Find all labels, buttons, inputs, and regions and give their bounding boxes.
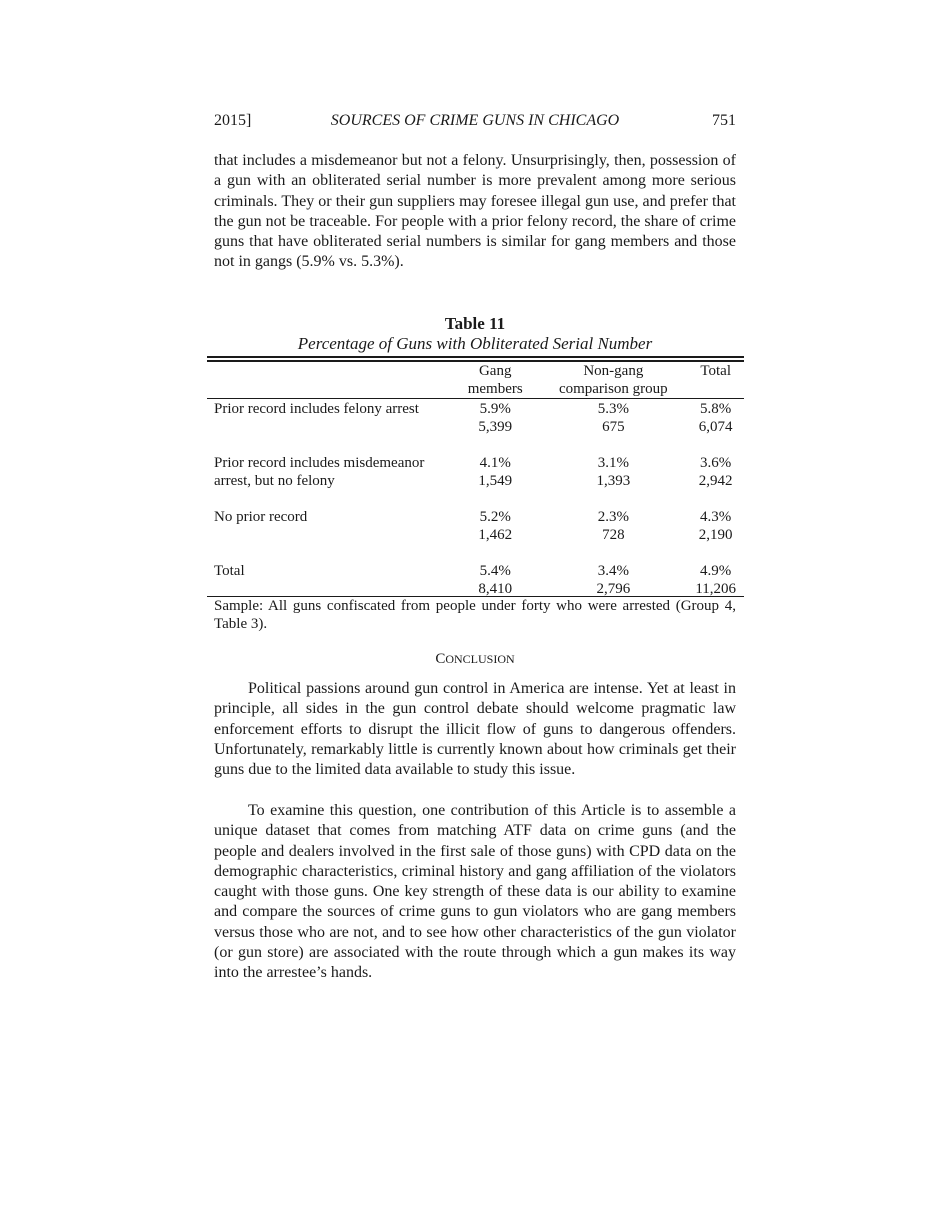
heading-initial: C: [435, 651, 446, 667]
cell-gang-pct: 5.4%: [479, 563, 511, 579]
table-row: [207, 526, 744, 544]
row-label-cont: [207, 580, 451, 598]
cell-nongang-n: 1,393: [596, 473, 631, 489]
row-label: No prior record: [214, 509, 308, 525]
table-title: Table 11: [444, 314, 506, 333]
row-label-cont: arrest, but no felony: [214, 473, 335, 489]
cell-gang-n: 1,549: [478, 473, 513, 489]
cell-gang-pct: 4.1%: [479, 455, 511, 471]
section-heading-conclusion: [214, 651, 736, 668]
running-header: [214, 112, 736, 134]
row-label: Prior record includes misdemeanor: [214, 455, 425, 471]
table-row: [207, 418, 744, 436]
page-number: 751: [712, 112, 736, 129]
col-header-nongang-line2: comparison group: [558, 381, 668, 397]
cell-total-n: 11,206: [695, 581, 737, 597]
table-header-row: [207, 362, 744, 398]
col-header-nongang: [539, 362, 687, 398]
cell-gang-n: 5,399: [478, 419, 513, 435]
cell-total-n: 6,074: [698, 419, 733, 435]
cell-total-pct: 5.8%: [700, 401, 732, 417]
conclusion-paragraph-2: To examine this question, one contribution of this Article is to assemble a unique dataset that comes from matching ATF data on crime guns (and the people and dealers involved in the first sale of those guns) with CPD data on the demographic characteristics, criminal history and gang affiliation of the violators caught with those guns. One key strength of these data is our ability to examine and compare the sources of crime guns to gun violators who are gang members versus those who are not, and to see how other characteristics of the gun violator (or gun store) are associated with the route through which a gun makes its way into the arrestee’s hands.: [214, 802, 736, 982]
table-row: [207, 400, 744, 418]
cell-total-n: 2,942: [698, 473, 733, 489]
cell-nongang-pct: 2.3%: [597, 509, 629, 525]
cell-nongang-n: 2,796: [596, 581, 631, 597]
header-empty: [207, 362, 451, 398]
row-label: Prior record includes felony arrest: [214, 401, 419, 417]
col-header-gang: [451, 362, 539, 398]
cell-nongang-n: 675: [602, 419, 625, 435]
table-row: [207, 508, 744, 526]
cell-total-pct: 4.9%: [700, 563, 732, 579]
cell-nongang-n: 728: [602, 527, 625, 543]
cell-total-pct: 3.6%: [700, 455, 732, 471]
table-row: [207, 580, 744, 598]
cell-gang-n: 8,410: [478, 581, 513, 597]
header-year: 2015]: [214, 112, 252, 129]
cell-gang-pct: 5.2%: [479, 509, 511, 525]
row-label: Total: [214, 563, 245, 579]
header-running-title: SOURCES OF CRIME GUNS IN CHICAGO: [330, 112, 620, 129]
col-header-nongang-line1: Non-gang: [583, 363, 644, 379]
table-row: [207, 472, 744, 490]
table-top-rule: [207, 356, 744, 358]
col-header-gang-line1: Gang: [478, 363, 512, 379]
row-label-cont: [207, 418, 451, 436]
intro-paragraph: that includes a misdemeanor but not a felony. Unsurprisingly, then, possession of a gun with an obliterated serial number is more prevalent among more serious criminals. They or their gun suppliers may foresee illegal gun use, and prefer that the gun not be traceable. For people with a prior felony record, the share of crime guns that have obliterated serial numbers is similar for gang members and those not in gangs (5.9% vs. 5.3%).: [214, 152, 736, 271]
data-table: [207, 362, 744, 598]
cell-gang-n: 1,462: [478, 527, 513, 543]
col-header-gang-line2: members: [467, 381, 523, 397]
table-subtitle: Percentage of Guns with Obliterated Serial Number: [297, 334, 653, 353]
cell-nongang-pct: 3.1%: [597, 455, 629, 471]
cell-nongang-pct: 3.4%: [597, 563, 629, 579]
table-note: Sample: All guns confiscated from people under forty who were arrested (Group 4, Table 3).: [214, 598, 736, 632]
col-header-total: Total: [700, 363, 731, 379]
cell-nongang-pct: 5.3%: [597, 401, 629, 417]
cell-total-pct: 4.3%: [700, 509, 732, 525]
conclusion-paragraph-1: Political passions around gun control in America are intense. Yet at least in principle, all sides in the gun control debate should welcome pragmatic law enforcement efforts to disrupt the illicit flow of guns to dangerous offenders. Unfortunately, remarkably little is currently known about how criminals get their guns due to the limited data available to study this issue.: [214, 680, 736, 779]
heading-rest: ONCLUSION: [445, 652, 515, 666]
row-label-cont: [207, 526, 451, 544]
cell-total-n: 2,190: [698, 527, 733, 543]
table-row: [207, 454, 744, 472]
table-row: [207, 562, 744, 580]
cell-gang-pct: 5.9%: [479, 401, 511, 417]
